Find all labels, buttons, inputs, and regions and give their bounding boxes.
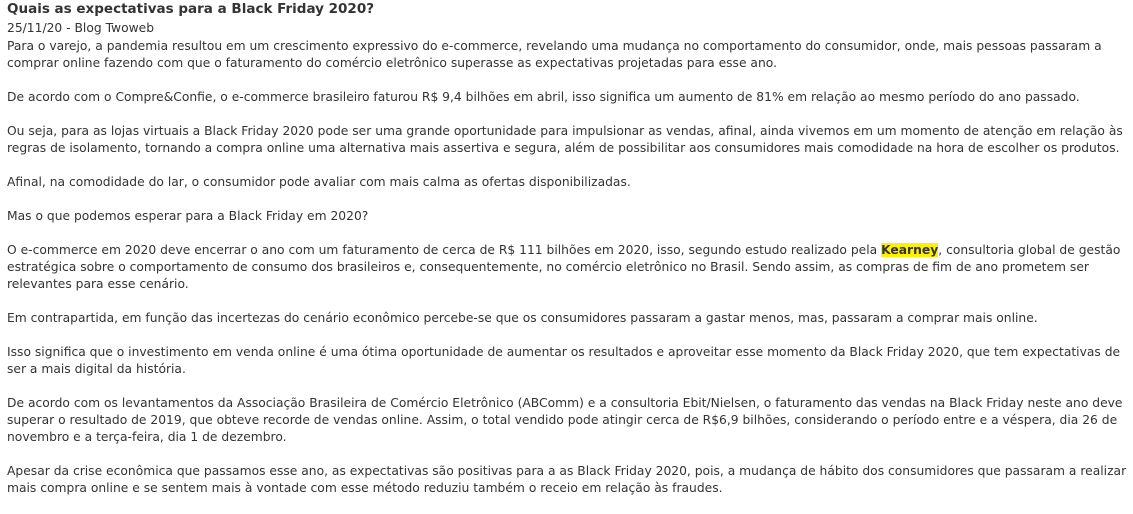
paragraph-10: Apesar da crise econômica que passamos esse ano, as expectativas são positivas para a as Black Friday 2020, pois, a mudança de hábito dos consumidores que passaram a realizar mais compra online e se sentem mais à vontade com esse método reduziu também o receio em relação às fraudes. (7, 464, 1127, 495)
paragraph-7: Em contrapartida, em função das incertezas do cenário econômico percebe-se que os consumidores passaram a gastar menos, mas, passaram a comprar mais online. (7, 311, 1038, 325)
paragraph-2: De acordo com o Compre&Confie, o e-commerce brasileiro faturou R$ 9,4 bilhões em abril, isso significa um aumento de 81% em relação ao mesmo período do ano passado. (7, 90, 1080, 104)
paragraph-6 (7, 242, 1127, 293)
paragraph-4: Afinal, na comodidade do lar, o consumidor pode avaliar com mais calma as ofertas disponibilizadas. (7, 175, 631, 189)
article-meta: 25/11/20 - Blog Twoweb (7, 21, 155, 35)
blog-article (7, 0, 1127, 514)
article-title: Quais as expectativas para a Black Friday 2020? (7, 1, 375, 17)
paragraph-5: Mas o que podemos esperar para a Black Friday em 2020? (7, 209, 369, 223)
kearney-highlight: Kearney (881, 243, 939, 257)
paragraph-6-before: O e-commerce em 2020 deve encerrar o ano com um faturamento de cerca de R$ 111 bilhões em 2020, isso, segundo estudo realizado pela (7, 243, 882, 257)
paragraph-9: De acordo com os levantamentos da Associação Brasileira de Comércio Eletrônico (ABComm) e a consultoria Ebit/Nielsen, o faturamento das vendas na Black Friday neste ano deve superar o resultado de 2019, que obteve recorde de vendas online. Assim, o total vendido pode atingir cerca de R$6,9 bilhões, considerando o período entre e a véspera, dia 26 de novembro e a terça-feira, dia 1 de dezembro. (7, 396, 1123, 444)
paragraph-3: Ou seja, para as lojas virtuais a Black Friday 2020 pode ser uma grande oportunidade para impulsionar as vendas, afinal, ainda vivemos em um momento de atenção em relação às regras de isolamento, tornando a compra online uma alternativa mais assertiva e segura, além de possibilitar aos consumidores mais comodidade na hora de escolher os produtos. (7, 124, 1123, 155)
paragraph-6-after: , consultoria global de gestão estratégica sobre o comportamento de consumo dos brasileiros e, consequentemente, no comércio eletrônico no Brasil. Sendo assim, as compras de fim de ano prometem ser relevantes para esse cenário. (7, 243, 1121, 291)
paragraph-1: Para o varejo, a pandemia resultou em um crescimento expressivo do e-commerce, revelando uma mudança no comportamento do consumidor, onde, mais pessoas passaram a comprar online fazendo com que o faturamento do comércio eletrônico superasse as expectativas projetadas para esse ano. (7, 39, 1102, 70)
paragraph-8: Isso significa que o investimento em venda online é uma ótima oportunidade de aumentar os resultados e aproveitar esse momento da Black Friday 2020, que tem expectativas de ser a mais digital da história. (7, 345, 1121, 376)
